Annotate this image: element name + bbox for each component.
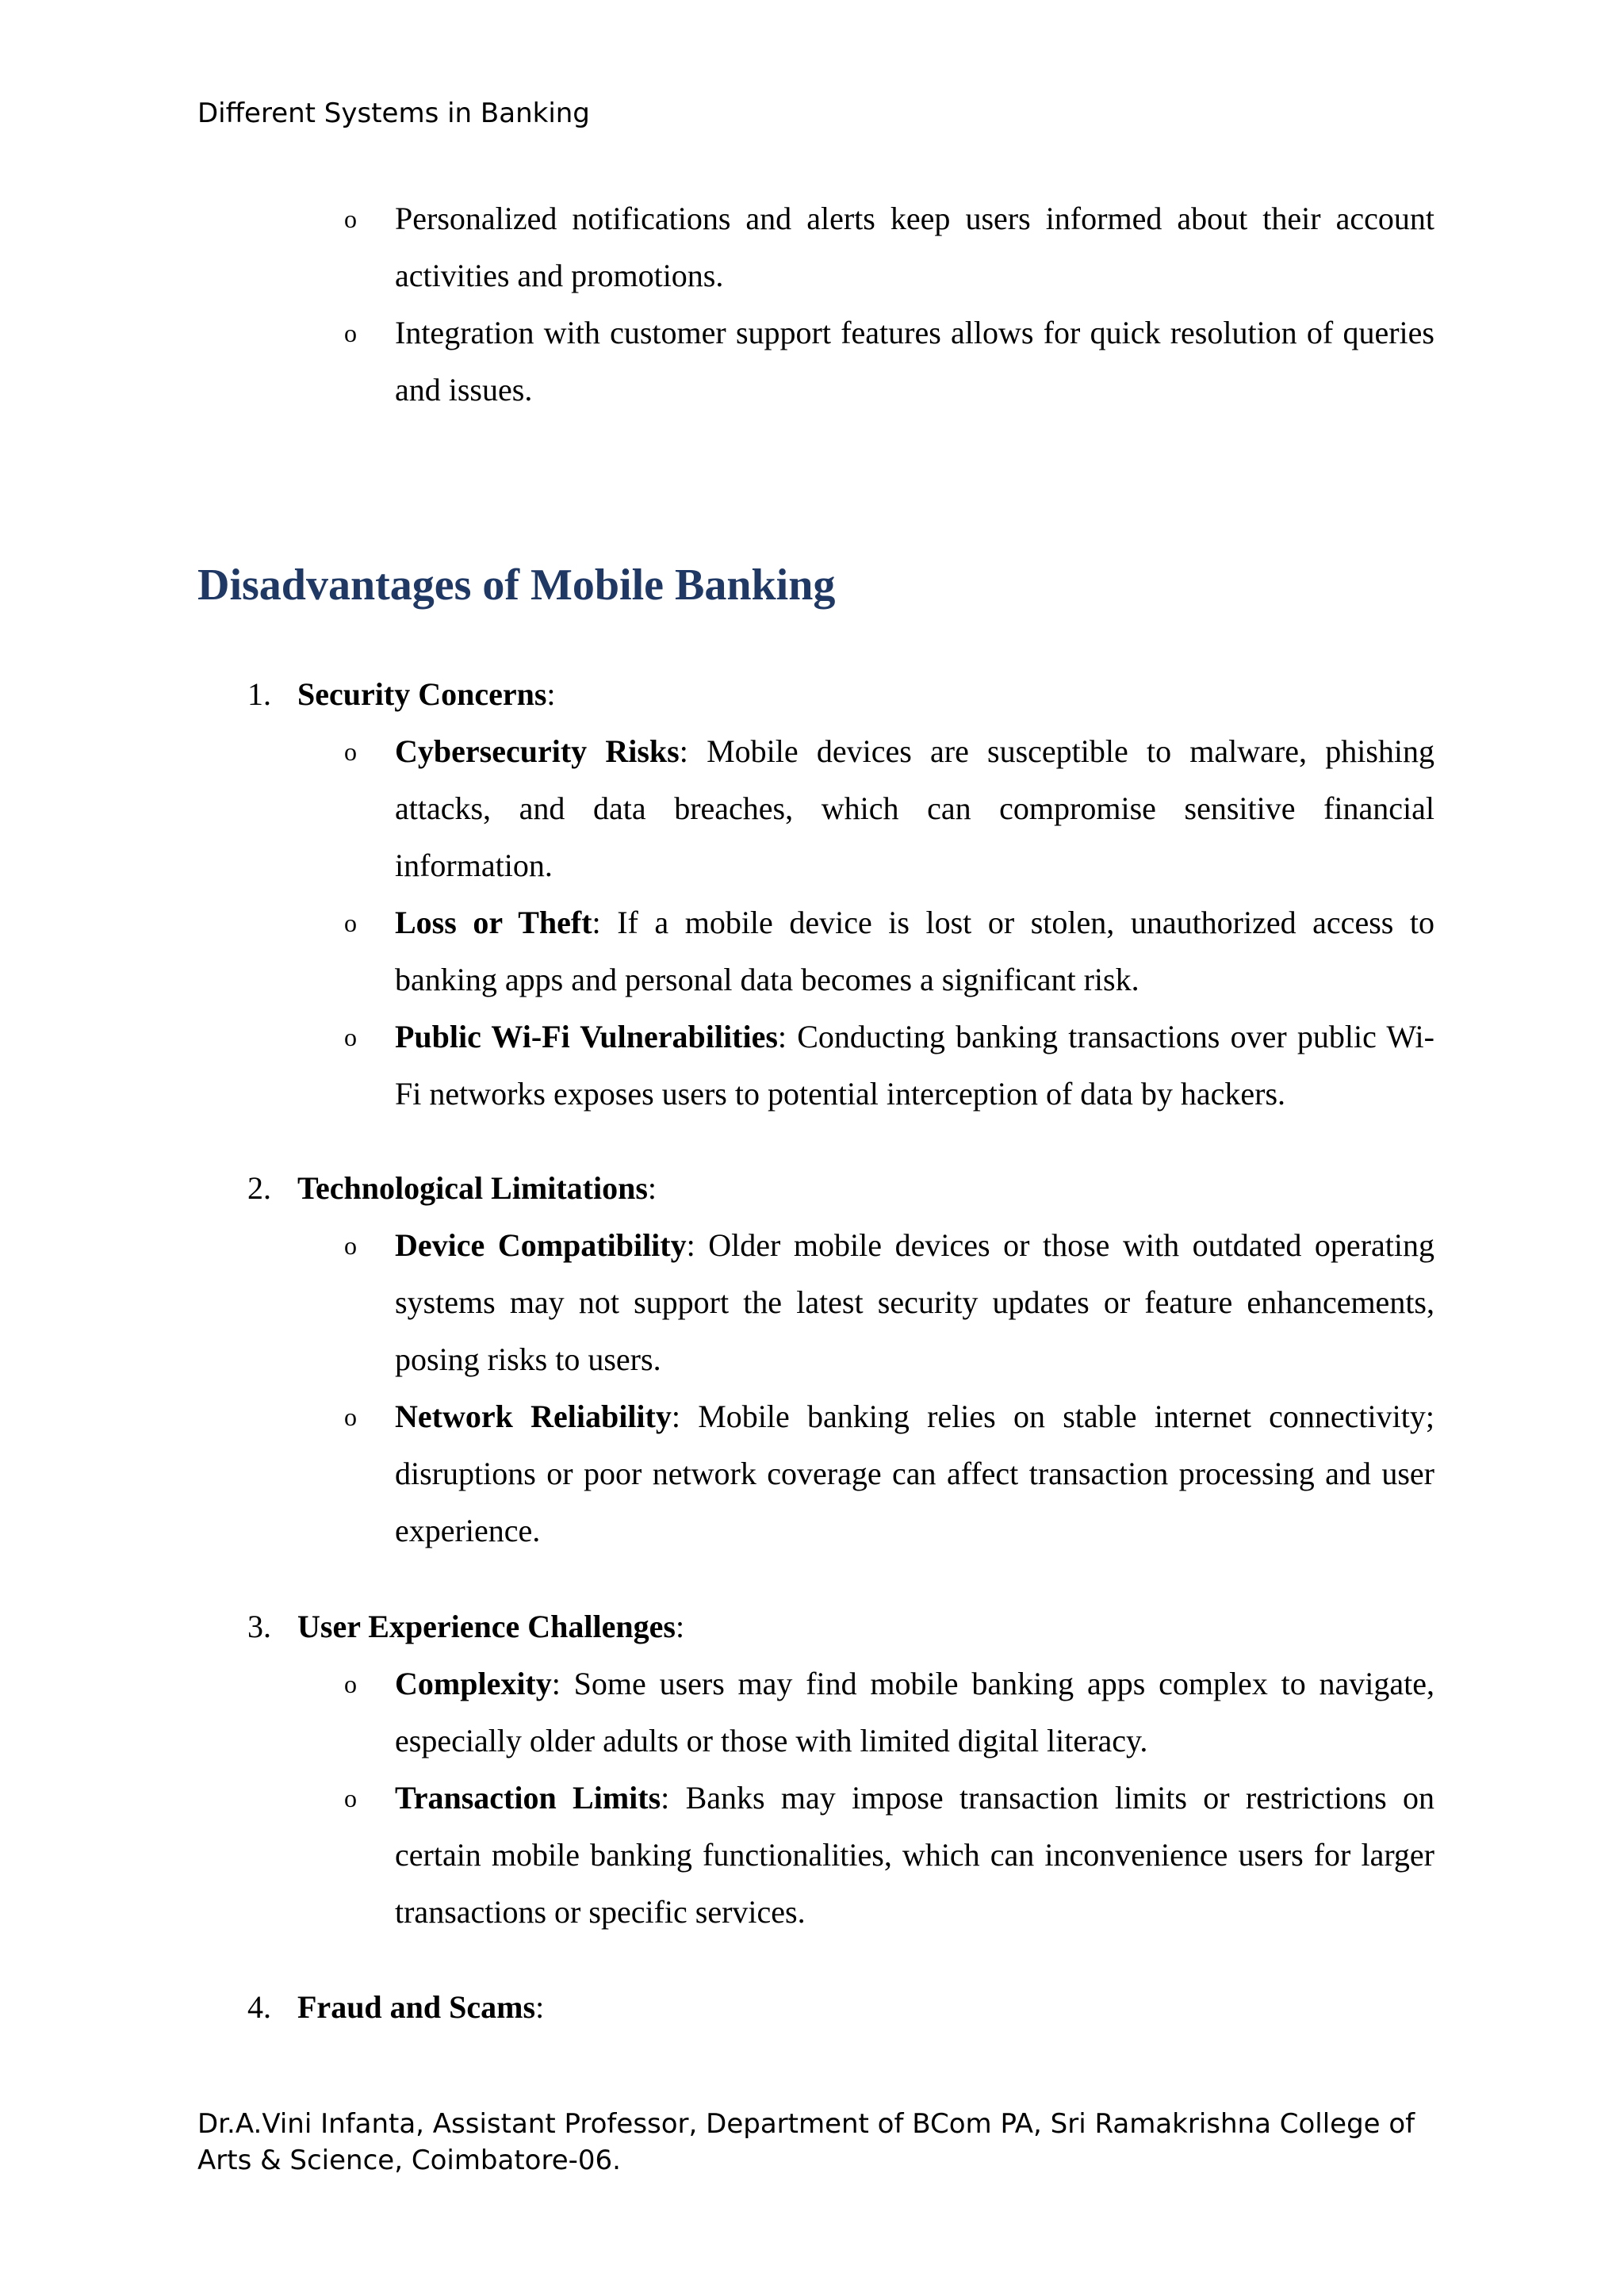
- list-item: [0, 1217, 1434, 1388]
- item-number: 1.: [247, 676, 271, 712]
- bullet-marker: o: [344, 1231, 357, 1260]
- list-item: [0, 1655, 1434, 1770]
- list-item: [0, 1770, 1434, 1941]
- numbered-item-fraud-and-scams: [197, 1979, 1434, 2036]
- item-heading-colon: :: [675, 1609, 685, 1644]
- list-item: [0, 723, 1434, 894]
- list-item: [197, 304, 1434, 419]
- item-heading-text: Fraud and Scams: [297, 1989, 536, 2025]
- bullet-text: : Some users may find mobile banking apps complex to navigate, especially older adults or those with limited digital literacy.: [395, 1666, 1434, 1758]
- bullet-marker: o: [344, 319, 357, 347]
- numbered-item-technological-limitations: [197, 1160, 1434, 1559]
- numbered-item-heading: [197, 1160, 1434, 1217]
- item-heading-colon: :: [535, 1989, 545, 2025]
- item-number: 4.: [247, 1989, 271, 2025]
- bullet-marker: o: [344, 1023, 357, 1051]
- bullet-marker: o: [344, 1402, 357, 1431]
- item-heading-colon: :: [546, 676, 556, 712]
- numbered-item-heading: [197, 666, 1434, 723]
- numbered-item-security-concerns: [197, 666, 1434, 1123]
- item-heading-text: User Experience Challenges: [297, 1609, 676, 1644]
- bullet-text: : Conducting banking transactions over public Wi-Fi networks exposes users to potential interception of data by hackers.: [395, 1019, 1434, 1112]
- list-item: [197, 190, 1434, 304]
- item-number: 2.: [247, 1170, 271, 1206]
- bullet-marker: o: [344, 1670, 357, 1698]
- numbered-item-user-experience-challenges: [197, 1598, 1434, 1941]
- bullet-label: Public Wi-Fi Vulnerabilities: [395, 1019, 778, 1054]
- bullet-text: : If a mobile device is lost or stolen, unauthorized access to banking apps and personal data becomes a significant risk.: [395, 905, 1434, 997]
- bullet-text: : Mobile banking relies on stable internet connectivity; disruptions or poor network coverage can affect transaction processing and user experience.: [395, 1399, 1435, 1548]
- page-footer: Dr.A.Vini Infanta, Assistant Professor, Department of BCom PA, Sri Ramakrishna College of Arts & Science, Coimbatore-06.: [197, 2108, 1415, 2176]
- bullet-label: Complexity: [395, 1666, 552, 1701]
- intro-bullet-list: [197, 190, 1434, 419]
- section-heading: Disadvantages of Mobile Banking: [197, 561, 836, 610]
- list-item: [0, 1388, 1434, 1559]
- item-heading-text: Technological Limitations: [297, 1170, 648, 1206]
- list-item: [0, 894, 1434, 1008]
- list-item: [0, 1008, 1434, 1123]
- bullet-text: Personalized notifications and alerts keep users informed about their account activities and promotions.: [395, 201, 1434, 293]
- page-header: Different Systems in Banking: [197, 98, 590, 129]
- bullet-label: Cybersecurity Risks: [395, 733, 680, 769]
- bullet-text: : Older mobile devices or those with outdated operating systems may not support the latest security updates or feature enhancements, posing risks to users.: [395, 1227, 1434, 1377]
- bullet-text: Integration with customer support features allows for quick resolution of queries and issues.: [395, 315, 1434, 408]
- bullet-label: Transaction Limits: [395, 1780, 661, 1816]
- bullet-marker: o: [344, 737, 357, 766]
- numbered-item-heading: [197, 1598, 1434, 1655]
- bullet-marker: o: [344, 1784, 357, 1812]
- bullet-label: Loss or Theft: [395, 905, 592, 940]
- bullet-text: : Banks may impose transaction limits or restrictions on certain mobile banking functionalities, which can inconvenience users for larger transactions or specific services.: [395, 1780, 1434, 1930]
- numbered-item-heading: [197, 1979, 1434, 2036]
- bullet-text: : Mobile devices are susceptible to malware, phishing attacks, and data breaches, which can compromise sensitive financial information.: [395, 733, 1435, 883]
- bullet-marker: o: [344, 205, 357, 233]
- item-number: 3.: [247, 1609, 271, 1644]
- item-heading-text: Security Concerns: [297, 676, 547, 712]
- item-heading-colon: :: [647, 1170, 657, 1206]
- bullet-marker: o: [344, 909, 357, 937]
- bullet-label: Device Compatibility: [395, 1227, 687, 1263]
- bullet-label: Network Reliability: [395, 1399, 672, 1434]
